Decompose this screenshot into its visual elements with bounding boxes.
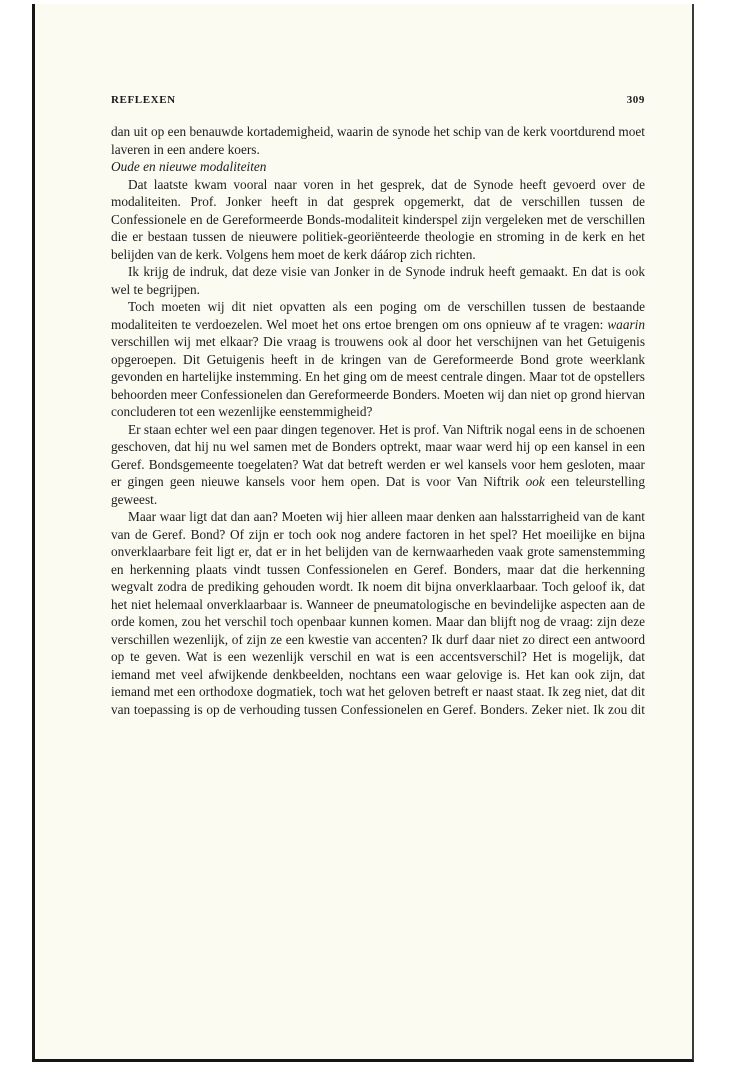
paragraph: Maar waar ligt dat dan aan? Moeten wij hier alleen maar denken aan halsstarrigheid van de kant van de Geref. Bond? Of zijn er toch ook nog andere factoren in het spel? Het moeilijke en bijna onverklaarbare feit ligt er, dat er in het belijden van de kernwaarheden vaak grote samenstemming en herkenning plaats vindt tussen Confessionelen en Geref. Bonders, maar dat die herkenning wegvalt zodra de prediking gehouden wordt. Ik noem dit bijna onverklaarbaar. Toch geloof ik, dat het niet helemaal onverklaarbaar is. Wanneer de pneumatologische en bevindelijke aspecten aan de orde komen, zou het verschil toch openbaar kunnen komen. Maar dan blijft nog de vraag: zijn deze verschillen wezenlijk, of zijn ze een kwestie van accenten? Ik durf daar niet zo direct een antwoord op te geven. Wat is een wezenlijk verschil en wat is een accentsverschil? Het is mogelijk, dat iemand met veel afwijkende denkbeelden, nochtans een waar gelovige is. Het kan ook zijn, dat iemand met een orthodoxe dogmatiek, toch wat het geloven betreft er naast staat. Ik zeg niet, dat dit van toepassing is op de verhouding tussen Confessionelen en Geref. Bonders. Zeker niet. Ik zou dit — [111, 509, 645, 717]
paragraph: Ik krijg de indruk, dat deze visie van Jonker in de Synode indruk heeft gemaakt. En dat is ook wel te begrijpen. — [111, 264, 645, 297]
paragraph-text: een teleurstelling geweest. — [111, 474, 645, 507]
book-page — [32, 4, 694, 1062]
paragraph-text: Toch moeten wij dit niet opvatten als een poging om de verschillen tussen de bestaande modaliteiten te verdoezelen. Wel moet het ons ertoe brengen om ons opnieuw af te vragen: — [111, 299, 645, 332]
page-number: 309 — [626, 94, 645, 106]
page-body — [111, 123, 645, 718]
paragraph — [111, 298, 645, 421]
paragraph: Dat laatste kwam vooral naar voren in het gesprek, dat de Synode heeft gevoerd over de modaliteiten. Prof. Jonker heeft in dat gesprek opgemerkt, dat de verschillen tussen de Confessionele en de Gereformeerde Bonds-modaliteit kinderspel zijn vergeleken met de verschillen die er bestaan tussen de nieuwere politiek-georiënteerde theologie en stroming in de kerk en het belijden van de kerk. Volgens hem moet de kerk dáárop zich richten. — [111, 176, 645, 262]
section-heading: Oude en nieuwe modaliteiten — [111, 159, 267, 174]
italic-emphasis: waarin — [607, 316, 645, 332]
paragraph-text: Er staan echter wel een paar dingen tegenover. Het is prof. Van Niftrik nogal eens in de schoenen geschoven, dat hij nu wel samen met de Bonders optrekt, maar waar werd hij op een kansel in een Geref. Bondsgemeente toegelaten? Wat dat betreft werden er wel kansels voor hem gesloten, maar er gingen geen nieuwe kansels voor hem open. Dat is voor Van Niftrik — [111, 421, 645, 489]
running-title: REFLEXEN — [111, 94, 176, 106]
opening-paragraph: dan uit op een benauwde kortademigheid, waarin de synode het schip van de kerk voortdurend moet laveren in een andere koers. — [111, 124, 645, 157]
paragraph — [111, 421, 645, 509]
italic-emphasis: ook — [525, 474, 545, 489]
paragraph-text: verschillen wij met elkaar? Die vraag is trouwens ook al door het verschijnen van het Getuigenis opgeroepen. Dit Getuigenis heeft in de kringen van de Gereformeerde Bond grote weerklank gevonden en hartelijke instemming. En het ging om de meest centrale dingen. Maar tot de opstellers behoorden meer Confessionelen dan Gereformeerde Bonders. Moeten wij dan niet op grond hiervan concluderen tot een wezenlijke eenstemmigheid? — [111, 334, 645, 419]
running-header — [111, 94, 645, 106]
